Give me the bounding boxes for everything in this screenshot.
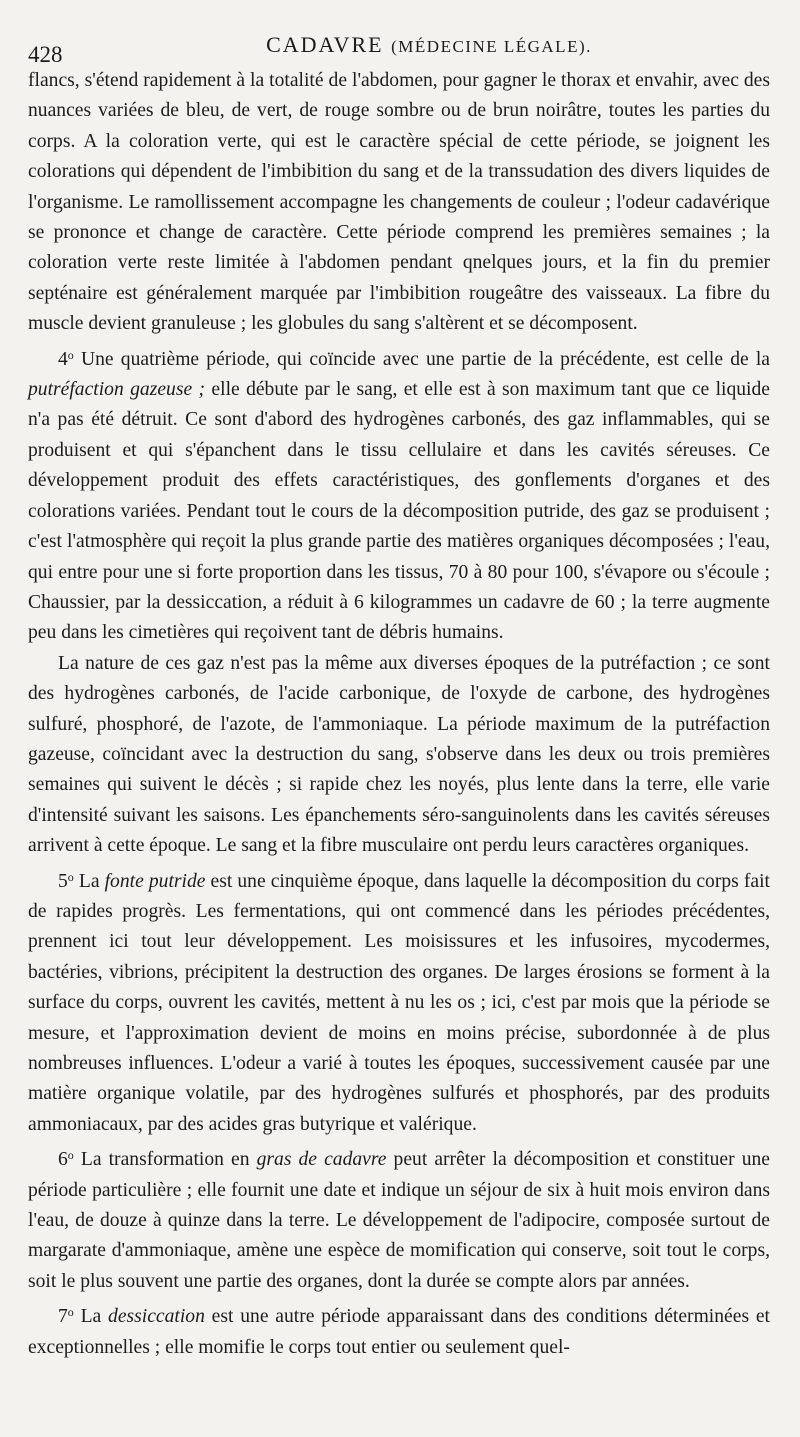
page-number: 428: [28, 42, 63, 67]
term-fonte-putride: fonte putride: [104, 870, 206, 892]
item-number: 5$^o$: [58, 869, 74, 892]
paragraph-seventh-period: 7$^o$ La dessiccation est une autre période apparaissant dans des conditions déterminées et exceptionnelles ; elle momifie le corps tout entier ou seulement quel-: [28, 1305, 770, 1358]
term-gras-de-cadavre: gras de cadavre: [256, 1149, 387, 1171]
paragraph-fourth-period: 4$^o$ Une quatrième période, qui coïncide avec une partie de la précédente, est celle de la putréfaction gazeuse ; elle débute par le sang, et elle est à son maximum tant que ce liquide n'a pas été détruit. Ce sont d'abord des hydrogènes carbonés, des gaz inflammables, qui se produisent et qui s'épanchent dans le tissu cellulaire et dans les cavités séreuses. Ce développement produit des effets caractéristiques, des gonflements d'organes et des colorations variées. Pendant tout le cours de la décomposition putride, des gaz se produisent ; c'est l'atmosphère qui reçoit la plus grande partie des matières organiques décomposées ; l'eau, qui entre pour une si forte proportion dans les tissus, 70 à 80 pour 100, s'évapore ou s'écoule ; Chaussier, par la dessiccation, a réduit à 6 kilogrammes un cadavre de 60 ; la terre augmente peu dans les cimetières qui reçoivent tant de débris humains.: [28, 347, 770, 644]
page-header: [28, 24, 770, 67]
paragraph-gas-nature: La nature de ces gaz n'est pas la même aux diverses époques de la putréfaction ; ce sont des hydrogènes carbonés, de l'acide carbonique, de l'oxyde de carbone, des hydrogènes sulfuré, phosphoré, de l'azote, de l'ammoniaque. La période maximum de la putréfaction gazeuse, coïncidant avec la destruction du sang, s'observe dans les deux ou trois premières semaines qui suivent le décès ; si rapide chez les noyés, plus lente dans la terre, elle varie d'intensité suivant les saisons. Les épanchements séro-sanguinolents dans les cavités séreuses arrivent à cette époque. Le sang et la fibre musculaire ont perdu leurs caractères organiques.: [28, 652, 770, 857]
running-head-subtitle: (MÉDECINE LÉGALE).: [391, 37, 592, 56]
item-number: 7$^o$: [58, 1305, 74, 1328]
term-putrefaction-gazeuse: putréfaction gazeuse ;: [28, 379, 206, 401]
body-text: [28, 66, 770, 1363]
paragraph-fifth-period: 5$^o$ La fonte putride est une cinquième époque, dans laquelle la décomposition du corps fait de rapides progrès. Les fermentations, qui ont commencé dans les périodes précédentes, prennent ici tout leur développement. Les moisissures et les infusoires, mycodermes, bactéries, vibrions, précipitent la destruction des organes. De larges érosions se forment à la surface du corps, ouvrent les cavités, mettent à nu les os ; ici, c'est par mois que la période se mesure, et l'approximation devient de moins en moins précise, subordonnée à de plus nombreuses influences. L'odeur a varié à toutes les époques, successivement causée par une matière organique volatile, par des hydrogènes sulfurés et phosphorés, par des produits ammoniacaux, par des acides gras butyrique et valérique.: [28, 869, 770, 1135]
paragraph-continued: flancs, s'étend rapidement à la totalité de l'abdomen, pour gagner le thorax et envahir, avec des nuances variées de bleu, de vert, de rouge sombre ou de brun noirâtre, toutes les parties du corps. A la coloration verte, qui est le caractère spécial de cette période, se joignent les colorations qui dépendent de l'imbibition du sang et de la transsudation des divers liquides de l'organisme. Le ramollissement accompagne les changements de couleur ; l'odeur cadavérique se prononce et change de caractère. Cette période comprend les premières semaines ; la coloration verte reste limitée à l'abdomen pendant qnelques jours, et la fin du premier septénaire est généralement marquée par l'imbibition rougeâtre des vaisseaux. La fibre du muscle devient granuleuse ; les globules du sang s'altèrent et se décomposent.: [28, 70, 770, 335]
running-head-title: CADAVRE: [266, 32, 384, 57]
paragraph-sixth-period: 6$^o$ La transformation en gras de cadavre peut arrêter la décomposition et constituer une période particulière ; elle fournit une date et indique un séjour de six à huit mois environ dans l'eau, de douze à quinze dans la terre. Le développement de l'adipocire, composée surtout de margarate d'ammoniaque, amène une espèce de momification qui conserve, soit tout le corps, soit le plus souvent une partie des organes, dont la durée se compte alors par années.: [28, 1148, 770, 1292]
item-number: 4$^o$: [58, 347, 74, 370]
item-number: 6$^o$: [58, 1148, 74, 1171]
term-dessiccation: dessiccation: [108, 1306, 205, 1328]
running-head: [28, 32, 770, 58]
